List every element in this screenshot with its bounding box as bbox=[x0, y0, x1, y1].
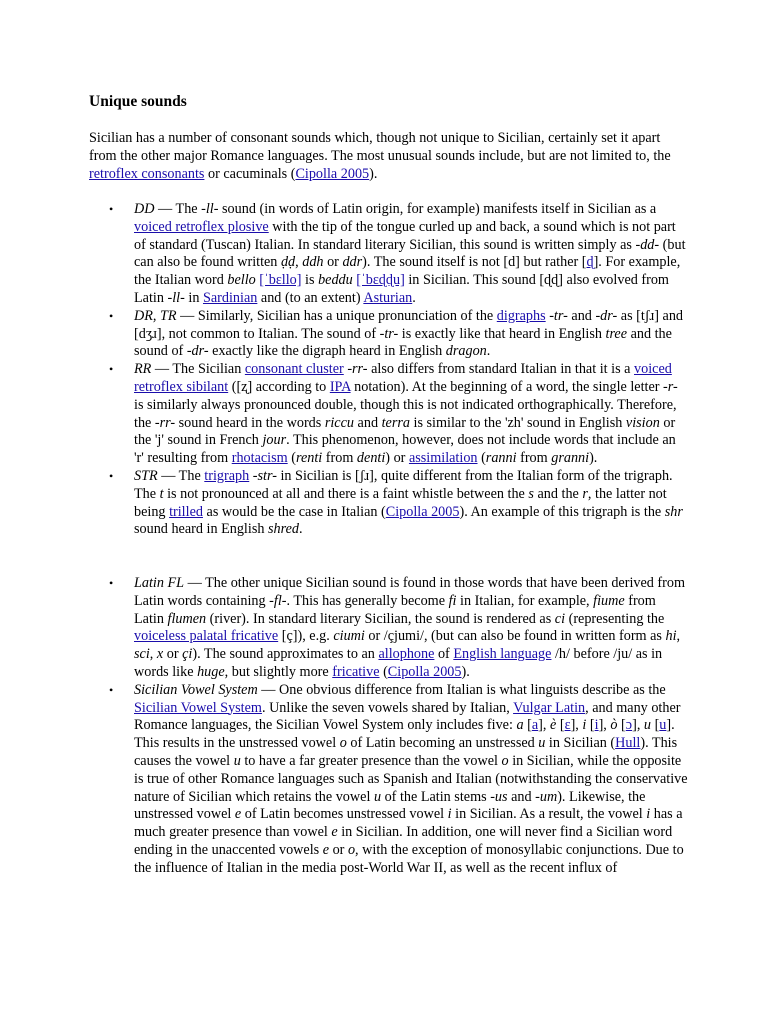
sardinian-link[interactable]: Sardinian bbox=[202, 289, 258, 306]
list-item-latin-fl: • Latin FL — The other unique Sicilian sound is found in those words that have been derived from Latin words containing -fl-. This has generally become fi in Italian, for example, fiume from Latin flumen (river). In standard literary Sicilian, the sound is rendered as ci (representing the voiceless palatal fricative [ç]), e.g. ciumi or /çjumi/, (but can also be found in written form as hi, sci, x or çi). The sound approximates to an allophone of English language /h/ before /ju/ as in words like huge, but slightly more fricative (Cipolla 2005). bbox=[109, 575, 686, 680]
bullet-icon: • bbox=[109, 308, 114, 323]
trilled-link[interactable]: trilled bbox=[169, 503, 203, 520]
rhotacism-link[interactable]: rhotacism bbox=[231, 450, 288, 467]
ipa-d-link[interactable]: ɖ bbox=[586, 254, 594, 271]
voiceless-palatal-fricative-link[interactable]: voiceless palatal fricative bbox=[134, 628, 279, 645]
ipa-bello-link[interactable]: [ˈbɛllo] bbox=[259, 272, 302, 289]
voiced-retroflex-plosive-link[interactable]: voiced retroflex plosive bbox=[134, 218, 269, 235]
asturian-link[interactable]: Asturian bbox=[363, 289, 413, 306]
ipa-i-link[interactable]: i bbox=[594, 717, 599, 734]
sound-list-2 bbox=[89, 575, 689, 878]
intro-paragraph: Sicilian has a number of consonant sounds which, though not unique to Sicilian, certainly set it apart from the other major Romance languages. The most unusual sounds include, but are not limited to, the retroflex consonants or cacuminals (Cipolla 2005). bbox=[89, 130, 671, 182]
sicilian-vowel-system-link[interactable]: Sicilian Vowel System bbox=[134, 699, 262, 716]
ipa-u-link[interactable]: u bbox=[659, 717, 667, 734]
sound-list-1 bbox=[89, 201, 689, 539]
list-item-dd: • DD — The -ll- sound (in words of Latin origin, for example) manifests itself in Sicilian as a voiced retroflex plosive with the tip of the tongue curled up and back, a sound which is not part of standard (Tuscan) Italian. In standard literary Sicilian, this sound is written simply as -dd- (but can also be found written ḍḍ, ddh or ddr). The sound itself is not [d] but rather [ɖ]. For example, the Italian word bello [ˈbɛllo] is beddu [ˈbɛɖɖu] in Sicilian. This sound [ɖɖ] also evolved from Latin -ll- in Sardinian and (to an extent) Asturian. bbox=[109, 201, 686, 306]
list-item-vowel-system: • Sicilian Vowel System — One obvious difference from Italian is what linguists describe as the Sicilian Vowel System. Unlike the seven vowels shared by Italian, Vulgar Latin, and many other Romance languages, the Sicilian Vowel System only includes five: a [a], è [ɛ], i [i], ò [ɔ], u [u]. This results in the unstressed vowel o of Latin becoming an unstressed u in Sicilian (Hull). This causes the vowel u to have a far greater presence than the vowel o in Sicilian, while the opposite is true of other Romance languages such as Spanish and Italian (notwithstanding the conservative nature of Sicilian which retains the vowel u of the Latin stems -us and -um). Likewise, the unstressed vowel e of Latin becomes unstressed vowel i in Sicilian. As a result, the vowel i has a much greater presence than vowel e in Sicilian. In addition, one will never find a Sicilian word ending in the unaccented vowels e or o, with the exception of monosyllabic conjunctions. Due to the influence of Italian in the media post-World War II, as well as the recent influx of bbox=[109, 681, 688, 876]
list-item-dr-tr: • DR, TR — Similarly, Sicilian has a unique pronunciation of the digraphs -tr- and -dr- as [tʃɹ] and [dʒɹ], not common to Italian. The sound of -tr- is exactly like that heard in English tree and the sound of -dr- exactly like the digraph heard in English dragon. bbox=[109, 307, 684, 360]
ipa-beddu-link[interactable]: [ˈbɛɖɖu] bbox=[356, 272, 405, 289]
english-language-link[interactable]: English language bbox=[453, 646, 552, 663]
trigraph-link[interactable]: trigraph bbox=[204, 467, 250, 484]
ipa-a-link[interactable]: a bbox=[531, 717, 539, 734]
cipolla-2005-link[interactable]: Cipolla 2005 bbox=[385, 503, 460, 520]
bullet-icon: • bbox=[109, 202, 114, 216]
ipa-open-e-link[interactable]: ɛ bbox=[564, 717, 571, 734]
ipa-open-o-link[interactable]: ɔ bbox=[625, 717, 633, 734]
section-heading: Unique sounds bbox=[89, 93, 187, 110]
allophone-link[interactable]: allophone bbox=[378, 646, 435, 663]
ipa-link[interactable]: IPA bbox=[329, 378, 351, 395]
assimilation-link[interactable]: assimilation bbox=[408, 450, 478, 467]
list-item-rr: • RR — The Sicilian consonant cluster -rr- also differs from standard Italian in that it is a voiced retroflex sibilant ([ʐ] according to IPA notation). At the beginning of a word, the single letter -r- is similarly always pronounced double, though this is not indicated orthographically. Therefore, the -rr- sound heard in the words riccu and terra is similar to the 'zh' sound in English vision or the 'j' sound in French jour. This phenomenon, however, does not include words that include an 'r' resulting from rhotacism (renti from denti) or assimilation (ranni from granni). bbox=[109, 361, 678, 467]
cipolla-2005-link[interactable]: Cipolla 2005 bbox=[387, 663, 462, 680]
bullet-icon: • bbox=[109, 682, 114, 697]
consonant-cluster-link[interactable]: consonant cluster bbox=[244, 361, 344, 378]
cipolla-2005-link[interactable]: Cipolla 2005 bbox=[295, 165, 370, 182]
bullet-icon: • bbox=[109, 468, 114, 483]
fricative-link[interactable]: fricative bbox=[332, 663, 380, 680]
bullet-icon: • bbox=[109, 362, 114, 377]
vulgar-latin-link[interactable]: Vulgar Latin bbox=[513, 699, 586, 716]
retroflex-consonants-link[interactable]: retroflex consonants bbox=[89, 165, 205, 182]
voiced-retroflex-sibilant-link[interactable]: voiced retroflex sibilant bbox=[134, 361, 672, 395]
list-item-str: • STR — The trigraph -str- in Sicilian is [ʃɹ], quite different from the Italian form of the trigraph. The t is not pronounced at all and there is a faint whistle between the s and the r, the latter not being trilled as would be the case in Italian (Cipolla 2005). An example of this trigraph is the shr sound heard in English shred. bbox=[109, 467, 683, 538]
bullet-icon: • bbox=[109, 576, 114, 590]
hull-link[interactable]: Hull bbox=[615, 735, 641, 752]
digraphs-link[interactable]: digraphs bbox=[496, 307, 546, 324]
